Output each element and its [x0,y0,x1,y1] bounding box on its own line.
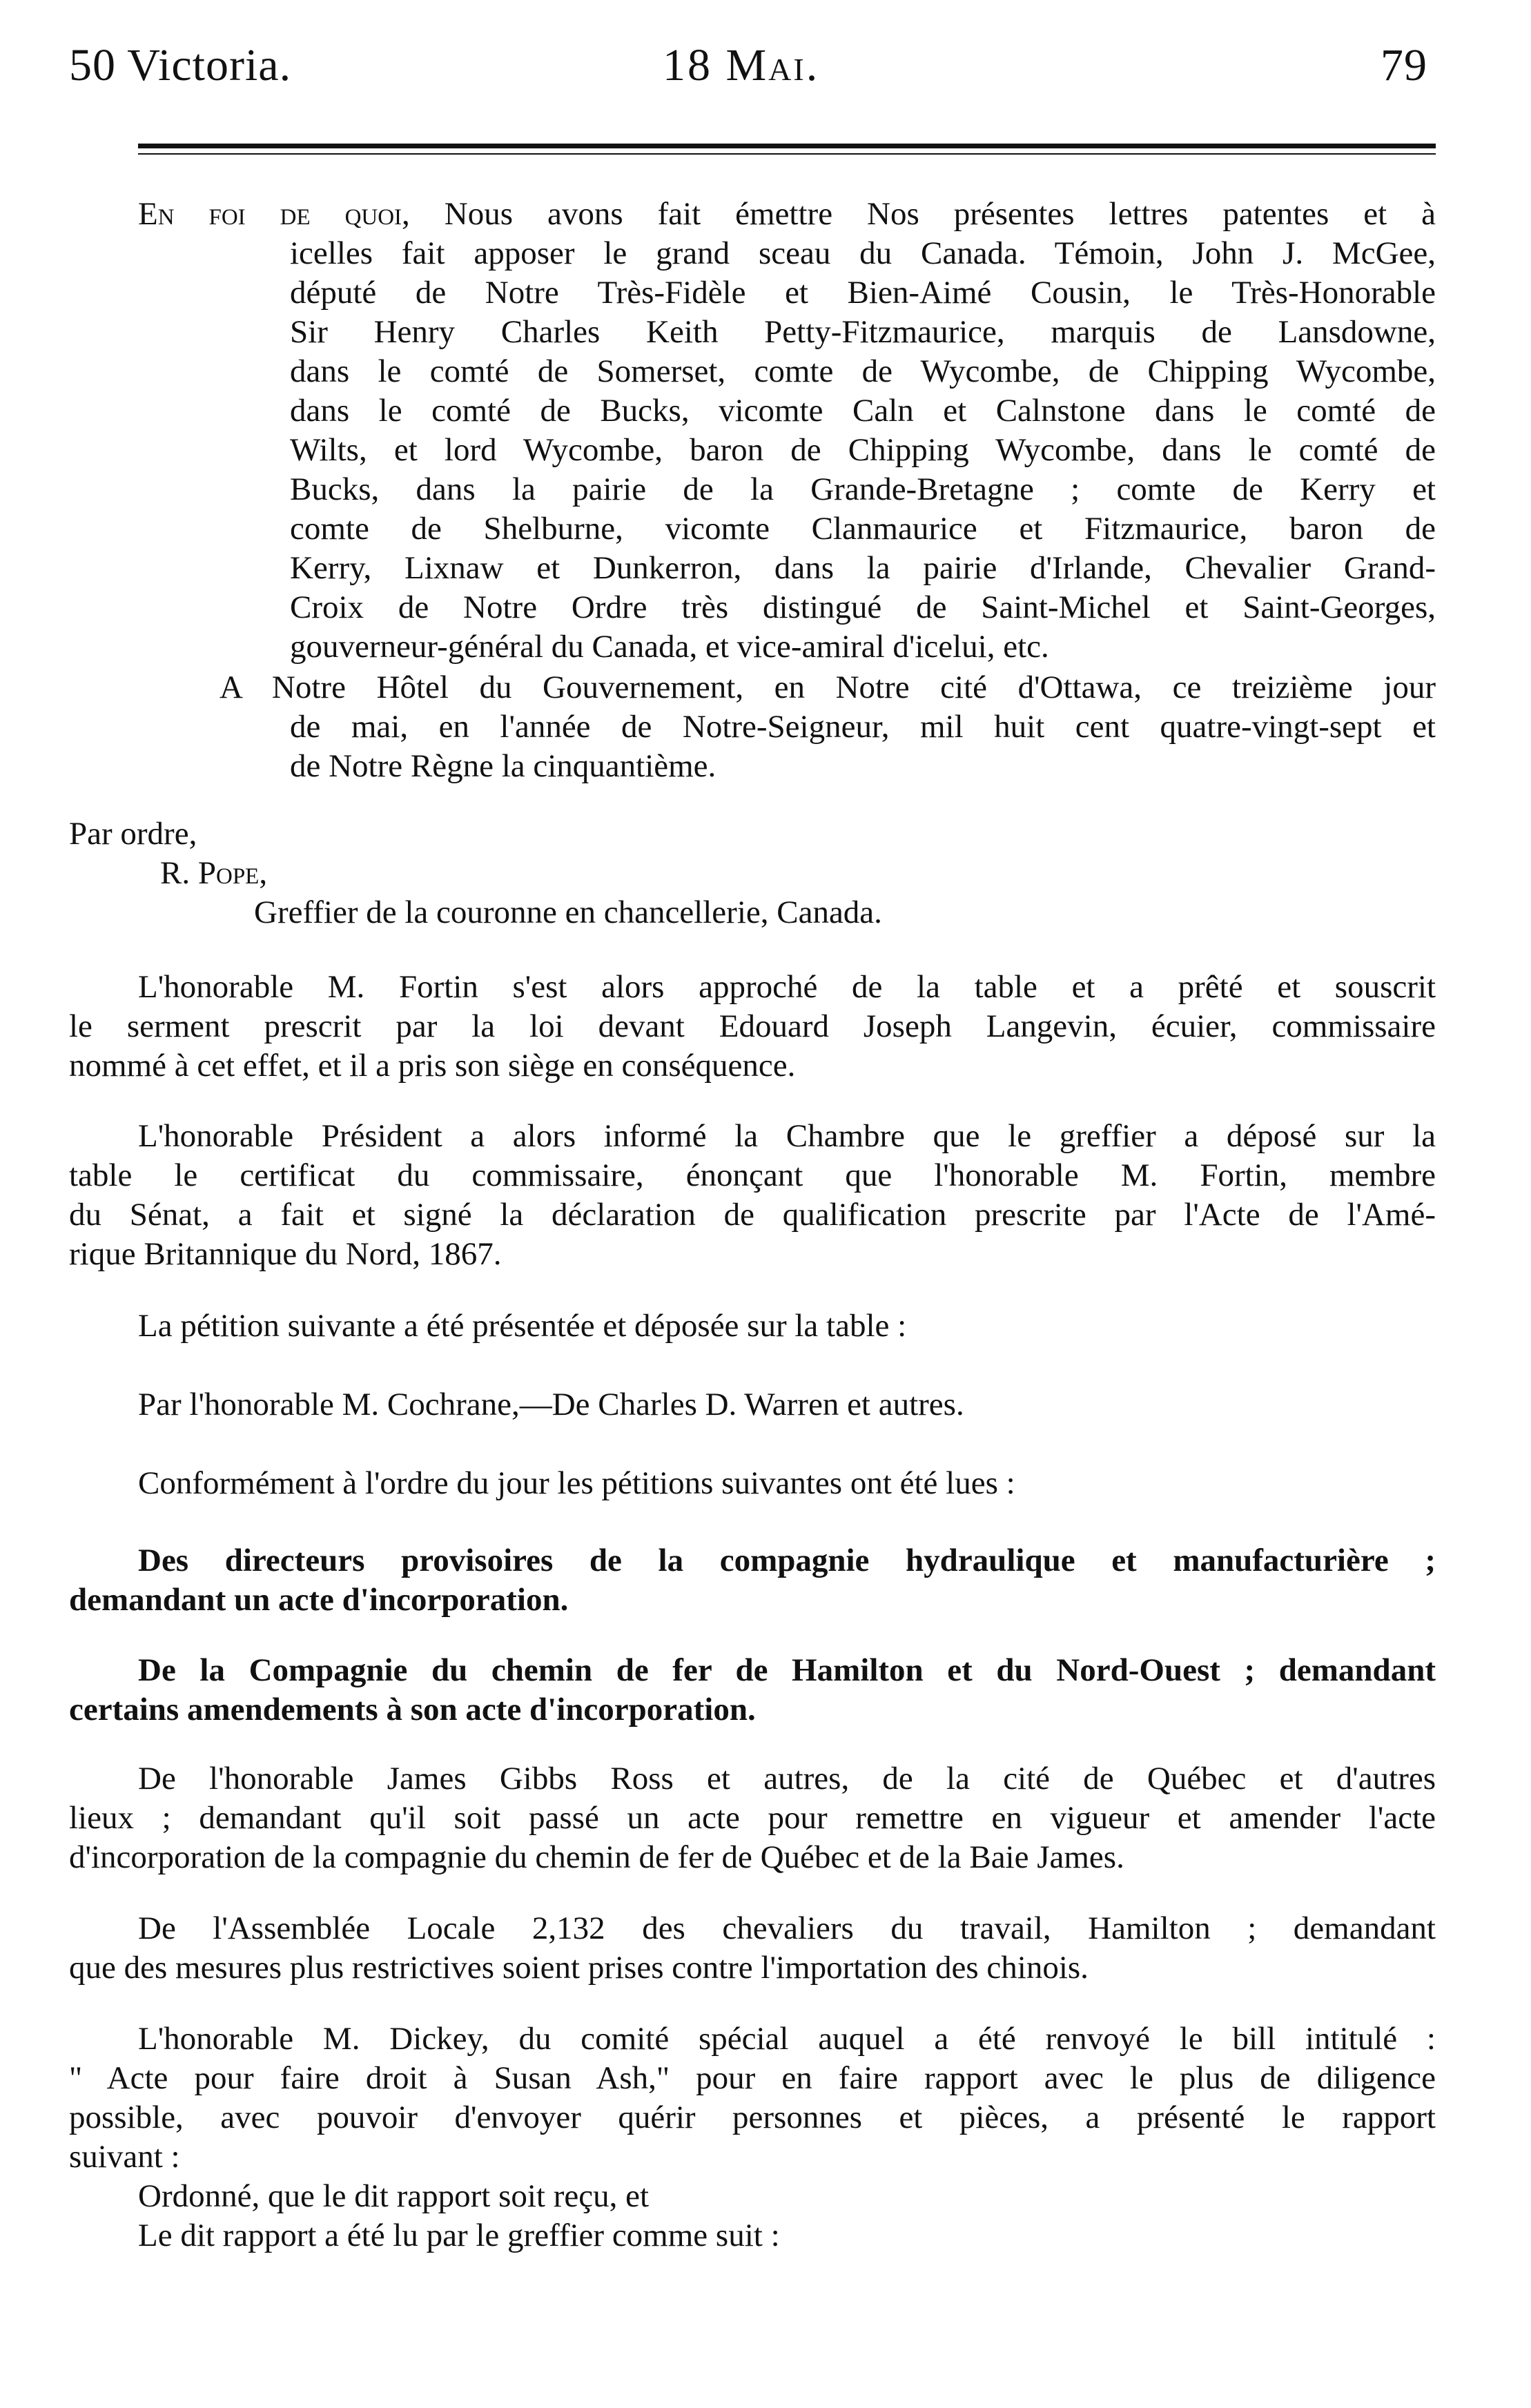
paragraph-line: De la Compagnie du chemin de fer de Hamilton et du Nord-Ouest ; demandant [138,1652,1436,1688]
proclamation-line: Kerry, Lixnaw et Dunkerron, dans la pairie d'Irlande, Chevalier Grand- [290,550,1436,586]
header-center [663,40,820,90]
paragraph-line: " Acte pour faire droit à Susan Ash," pour en faire rapport avec le plus de diligence [69,2060,1436,2096]
paragraph-line: du Sénat, a fait et signé la déclaration de qualification prescrite par l'Acte de l'Amé- [69,1197,1436,1233]
paragraph-line: rique Britannique du Nord, 1867. [69,1236,502,1272]
paragraph-line: Le dit rapport a été lu par le greffier comme suit : [138,2218,780,2253]
dateline-line: de mai, en l'année de Notre-Seigneur, mil huit cent quatre-vingt-sept et [290,709,1436,745]
signatory-name: R. Pope, [160,855,268,891]
paragraph-ordonne [138,2177,1436,2255]
paragraph-line: certains amendements à son acte d'incorporation. [69,1692,756,1727]
paragraph-line: De l'honorable James Gibbs Ross et autres, de la cité de Québec et d'autres [138,1761,1436,1797]
petition-hamilton-railway [69,1651,1436,1730]
paragraph-certificate [69,1117,1436,1274]
dateline-line: A Notre Hôtel du Gouvernement, en Notre cité d'Ottawa, ce treizième jour [220,669,1436,705]
proclamation-line: dans le comté de Somerset, comte de Wycombe, de Chipping Wycombe, [290,353,1436,389]
proclamation-line: Wilts, et lord Wycombe, baron de Chipping Wycombe, dans le comté de [290,432,1436,468]
paragraph-line: Des directeurs provisoires de la compagnie hydraulique et manufacturière ; [138,1543,1436,1578]
petitions-read-intro: Conformément à l'ordre du jour les pétitions suivantes ont été lues : [138,1465,1015,1501]
paragraph-line: lieux ; demandant qu'il soit passé un acte pour remettre en vigueur et amender l'acte [69,1800,1436,1836]
paragraph-dickey-report [69,2019,1436,2177]
petition-ross [69,1759,1436,1877]
paragraph-line: nommé à cet effet, et il a pris son siège en conséquence. [69,1048,796,1084]
petition-knights-of-labor [69,1909,1436,1988]
header-left: 50 Victoria. [69,40,292,90]
paragraph-line: L'honorable M. Dickey, du comité spécial auquel a été renvoyé le bill intitulé : [138,2021,1436,2057]
paragraph-line: suivant : [69,2139,180,2175]
proclamation-line: député de Notre Très-Fidèle et Bien-Aimé Cousin, le Très-Honorable [290,275,1436,311]
header-rule-thick [138,144,1436,148]
proclamation-body [290,234,1436,667]
petition-intro: La pétition suivante a été présentée et déposée sur la table : [138,1308,907,1344]
paragraph-line: que des mesures plus restrictives soient prises contre l'importation des chinois. [69,1950,1089,1986]
signatory-title: Greffier de la couronne en chancellerie, Canada. [254,894,882,930]
petition-cochrane: Par l'honorable M. Cochrane,—De Charles D. Warren et autres. [138,1387,964,1422]
par-ordre: Par ordre, [69,816,197,852]
dateline-continued [290,707,1436,786]
paragraph-fortin-oath [69,968,1436,1086]
paragraph-line: d'incorporation de la compagnie du chemin de fer de Québec et de la Baie James. [69,1839,1124,1875]
paragraph-line: De l'Assemblée Locale 2,132 des chevaliers du travail, Hamilton ; demandant [138,1910,1436,1946]
proclamation-line: Croix de Notre Ordre très distingué de Saint-Michel et Saint-Georges, [290,589,1436,625]
paragraph-line: le serment prescrit par la loi devant Edouard Joseph Langevin, écuier, commissaire [69,1008,1436,1044]
proclamation-line: Nous avons fait émettre Nos présentes lettres patentes et à [444,196,1436,232]
proclamation-line: gouverneur-général du Canada, et vice-amiral d'icelui, etc. [290,629,1049,665]
proclamation-line: icelles fait apposer le grand sceau du Canada. Témoin, John J. McGee, [290,235,1436,271]
paragraph-line: demandant un acte d'incorporation. [69,1582,569,1618]
proclamation-lead: En foi de quoi, [138,196,410,232]
paragraph-line: table le certificat du commissaire, énonçant que l'honorable M. Fortin, membre [69,1157,1436,1193]
paragraph-line: L'honorable Président a alors informé la Chambre que le greffier a déposé sur la [138,1118,1436,1154]
header-date: 18 Mai. [663,40,820,90]
petition-hydraulique [69,1541,1436,1620]
header-rule-thin [138,153,1436,155]
proclamation-line: comte de Shelburne, vicomte Clanmaurice et Fitzmaurice, baron de [290,511,1436,547]
dateline [220,668,1436,707]
proclamation-line: Sir Henry Charles Keith Petty-Fitzmaurice, marquis de Lansdowne, [290,314,1436,350]
proclamation-line: dans le comté de Bucks, vicomte Caln et Calnstone dans le comté de [290,393,1436,429]
paragraph-line: possible, avec pouvoir d'envoyer quérir personnes et pièces, a présenté le rapport [69,2099,1436,2135]
paragraph-line: L'honorable M. Fortin s'est alors approché de la table et a prêté et souscrit [138,969,1436,1005]
paragraph-line: Ordonné, que le dit rapport soit reçu, et [138,2178,650,2214]
proclamation-line: Bucks, dans la pairie de la Grande-Bretagne ; comte de Kerry et [290,471,1436,507]
dateline-line: de Notre Règne la cinquantième. [290,748,716,784]
page-number: 79 [1381,40,1427,90]
proclamation-first-line [138,195,1436,234]
